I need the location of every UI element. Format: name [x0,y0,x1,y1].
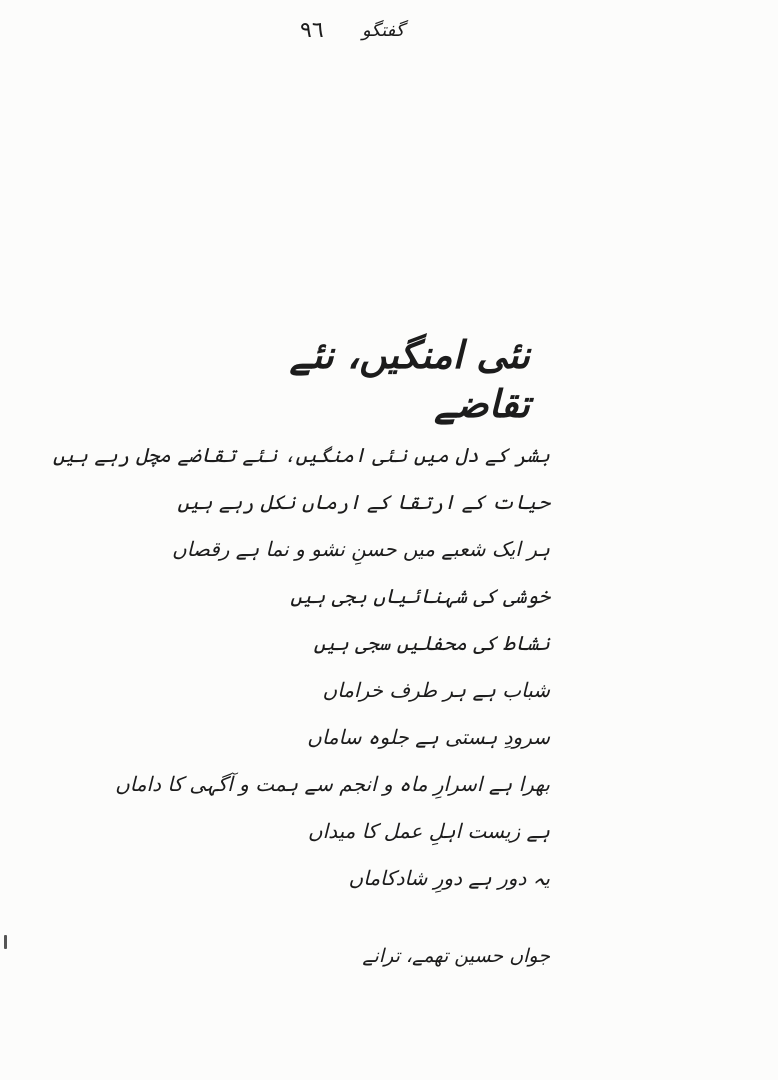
page-header [0,18,778,58]
page-number: ٩٦ [300,18,324,43]
verse-line: بھرا ہے اسرارِ ماہ و انجم سے ہمت و آگہی کا داماں [115,772,550,796]
verse-line: شباب ہے ہر طرف خراماں [322,678,550,702]
poem-attribution: جواں حسین تھمے، ترانے [362,945,550,967]
verse-line: حیات کے ارتقا کے ارماں نکل رہے ہیں [177,490,550,514]
verse-line: نشاط کی محفلیں سجی ہیں [313,631,550,655]
poem-verses [52,440,550,910]
verse-line: خوشی کی شہنائیاں بجی ہیں [290,584,550,608]
verse-line: بشر کے دل میں نئی امنگیں، نئے تقاضے مچل رہے ہیں [52,443,550,467]
verse-line: ہے زیست اہلِ عمل کا میداں [307,819,550,843]
running-title: گفتگو [362,20,405,41]
verse-line: سرودِ ہستی ہے جلوہ ساماں [307,725,550,749]
scan-artifact [4,935,7,949]
poem-title: نئی امنگیں، نئے تقاضے [289,332,530,427]
verse-line: ہر ایک شعبے میں حسنِ نشو و نما ہے رقصاں [172,537,550,561]
verse-line: یہ دور ہے دورِ شادکاماں [348,866,550,890]
